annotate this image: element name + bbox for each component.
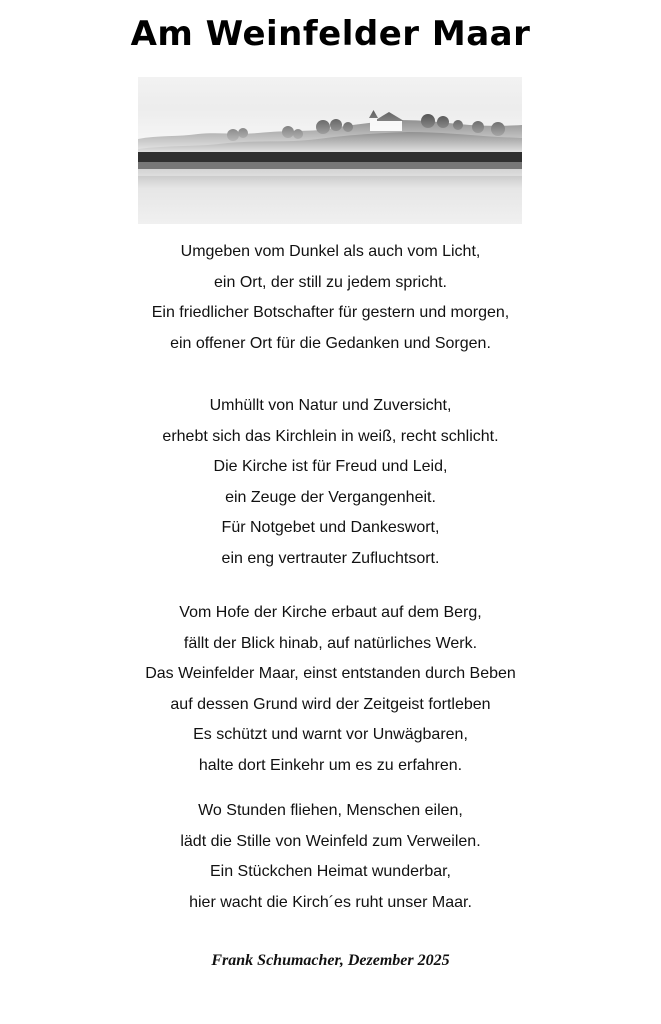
poem-line: ein Ort, der still zu jedem spricht.	[214, 273, 447, 291]
poem-line: Es schützt und warnt vor Unwägbaren,	[193, 726, 468, 744]
poem-line: fällt der Blick hinab, auf natürliches Werk.	[183, 634, 478, 652]
poem-line: Die Kirche ist für Freud und Leid,	[213, 458, 448, 476]
poem-line: Umgeben vom Dunkel als auch vom Licht,	[180, 243, 481, 260]
poem-line: Das Weinfelder Maar, einst entstanden durch Beben	[145, 665, 516, 683]
page-title: Am Weinfelder Maar	[130, 14, 531, 54]
poem-line: lädt die Stille von Weinfeld zum Verweilen.	[180, 832, 481, 850]
poem-stanza-2	[0, 391, 661, 575]
poem-line: Wo Stunden fliehen, Menschen eilen,	[198, 802, 463, 819]
poem-line: Umhüllt von Natur und Zuversicht,	[209, 397, 452, 414]
poem-stanza-1	[0, 237, 661, 359]
landscape-photo-icon	[138, 77, 522, 224]
poem-line: erhebt sich das Kirchlein in weiß, recht schlicht.	[162, 427, 499, 445]
poem-line: Ein friedlicher Botschafter für gestern und morgen,	[151, 304, 510, 322]
poem-line: Vom Hofe der Kirche erbaut auf dem Berg,	[179, 604, 482, 621]
poem-line: Für Notgebet und Dankeswort,	[221, 519, 440, 537]
poem-line: hier wacht die Kirch´es ruht unser Maar.	[189, 893, 472, 911]
poem-line: auf dessen Grund wird der Zeitgeist fortleben	[170, 695, 491, 713]
poem-line: Ein Stückchen Heimat wunderbar,	[209, 863, 451, 881]
poem-line: ein offener Ort für die Gedanken und Sorgen.	[170, 334, 491, 352]
author-signature: Frank Schumacher, Dezember 2025	[211, 952, 450, 969]
poem-line: ein Zeuge der Vergangenheit.	[225, 488, 436, 506]
poem-line: ein eng vertrauter Zufluchtsort.	[221, 549, 440, 567]
landscape-photo	[138, 77, 522, 224]
poem-stanza-3	[0, 598, 661, 782]
poem-line: halte dort Einkehr um es zu erfahren.	[198, 756, 463, 774]
poem-stanza-4	[0, 796, 661, 918]
